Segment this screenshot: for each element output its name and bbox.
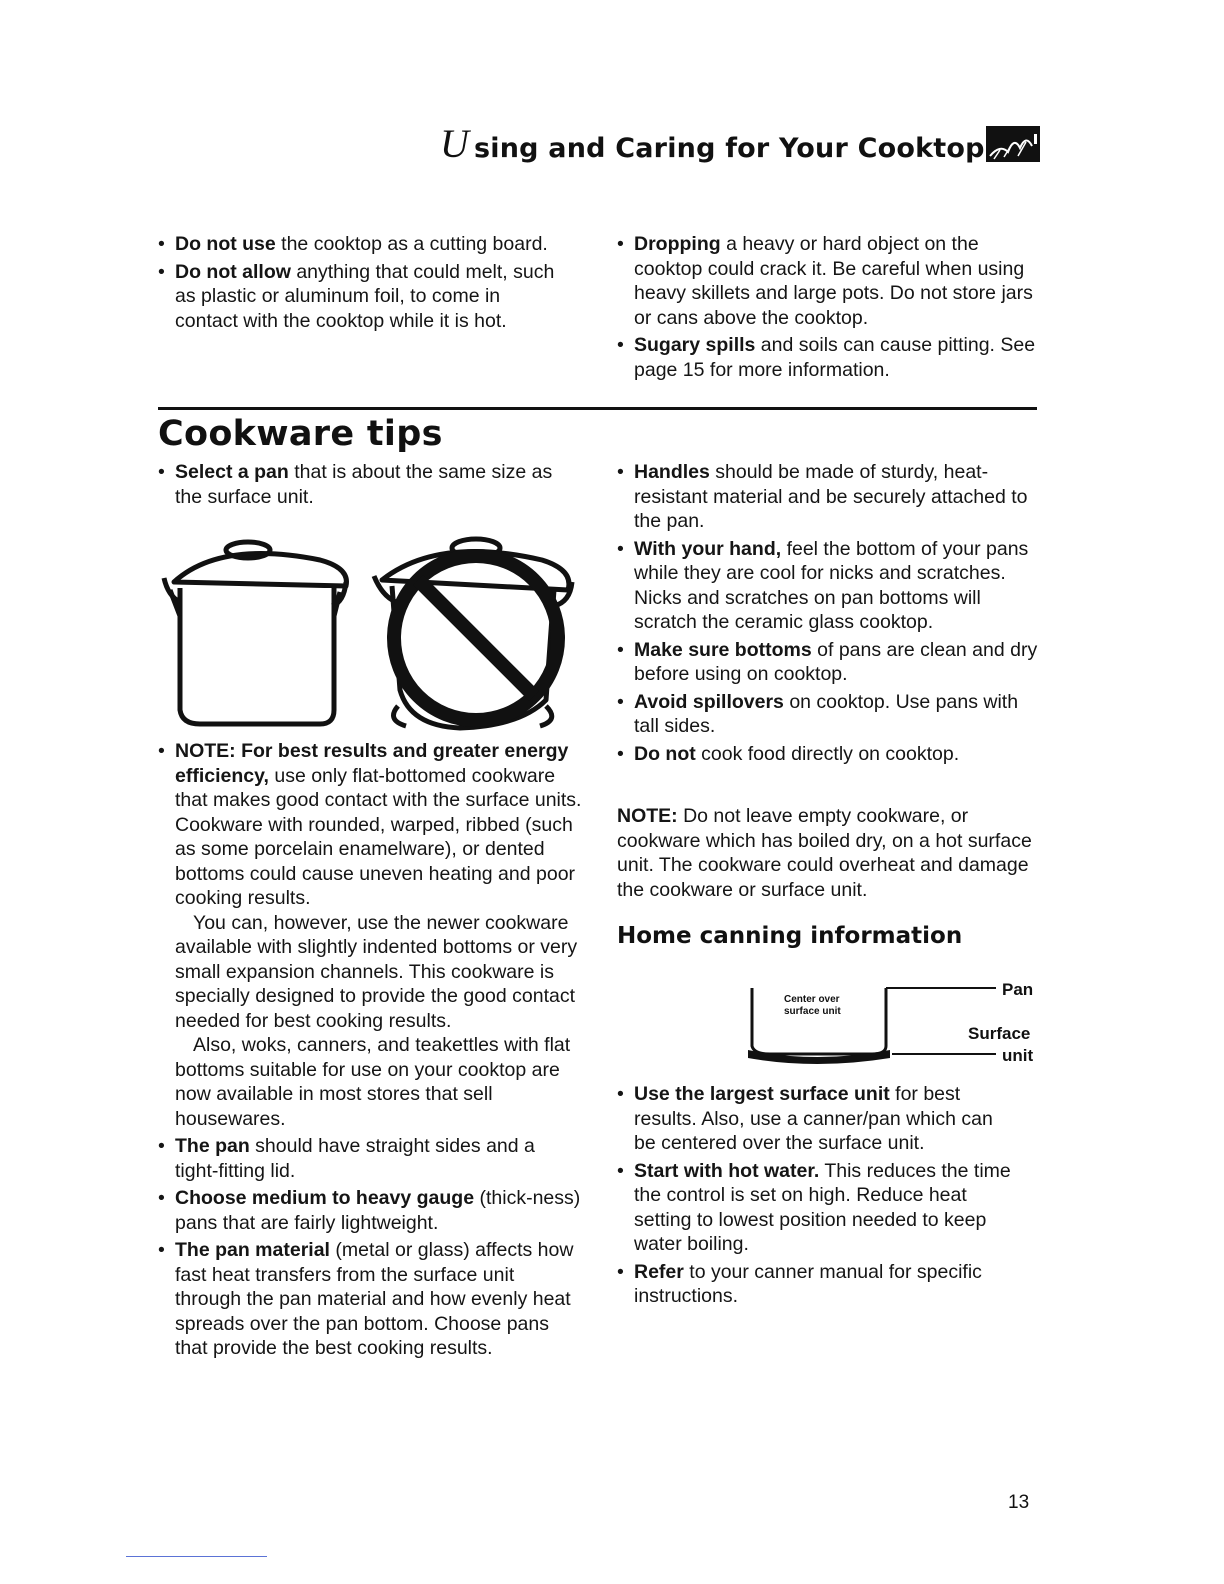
list-item: • Handles should be made of sturdy, heat-resistant material and be securely attached to the pan. xyxy=(617,460,1042,534)
page-header xyxy=(440,121,1080,176)
cookware-illustration xyxy=(160,530,580,740)
list-item: • Start with hot water. This reduces the time the control is set on high. Reduce heat setting to lowest position needed to keep water boiling. xyxy=(617,1159,1017,1257)
list-item: • Do not use the cooktop as a cutting board. xyxy=(158,232,568,257)
section-title: Cookware tips xyxy=(158,414,443,454)
right-tips-column xyxy=(617,460,1042,769)
list-item: • With your hand, feel the bottom of your pans while they are cool for nicks and scratches. Nicks and scratches on pan bottoms will scratch the ceramic glass cooktop. xyxy=(617,537,1042,635)
note-section xyxy=(158,739,583,1364)
list-item: • Do not cook food directly on cooktop. xyxy=(617,742,1042,767)
note-paragraph: Also, woks, canners, and teakettles with flat bottoms suitable for use on your cooktop are now available in most stores that sell housewares. xyxy=(175,1034,571,1130)
header-title: sing and Caring for Your Cooktop xyxy=(474,133,985,164)
cooktop-mark-icon xyxy=(986,126,1040,162)
note-paragraph: You can, however, use the newer cookware available with slightly indented bottoms or very small expansion channels. This cookware is specially designed to provide the good contact needed for best cooking results. xyxy=(175,911,578,1032)
canning-diagram xyxy=(740,978,1040,1070)
center-label: Center over xyxy=(784,994,840,1005)
center-label: surface unit xyxy=(784,1006,841,1017)
empty-cookware-note: NOTE: Do not leave empty cookware, or cookware which has boiled dry, on a hot surface unit. The cookware could overheat and damage the cookware or surface unit. xyxy=(617,805,1032,901)
list-item: • Do not allow anything that could melt, such as plastic or aluminum foil, to come in contact with the cooktop while it is hot. xyxy=(158,260,568,334)
list-item: • The pan material (metal or glass) affects how fast heat transfers from the surface unit through the pan material and how evenly heat spreads over the pan bottom. Choose pans that provide the best cooking results. xyxy=(158,1238,583,1361)
list-item: • Select a pan that is about the same size as the surface unit. xyxy=(158,460,568,509)
surface-label: unit xyxy=(1002,1046,1034,1065)
footer-rule xyxy=(126,1556,267,1557)
pan-label: Pan xyxy=(1002,980,1034,999)
select-pan-tip xyxy=(158,460,568,512)
list-item: • Avoid spillovers on cooktop. Use pans with tall sides. xyxy=(617,690,1042,739)
list-item: • Use the largest surface unit for best results. Also, use a canner/pan which can be centered over the surface unit. xyxy=(617,1082,1017,1156)
canning-tips xyxy=(617,1082,1017,1312)
list-item: • Choose medium to heavy gauge (thick-ness) pans that are fairly lightweight. xyxy=(158,1186,583,1235)
list-item: • The pan should have straight sides and a tight-fitting lid. xyxy=(158,1134,583,1183)
top-left-column xyxy=(158,232,568,336)
header-title-initial: U xyxy=(440,121,469,166)
top-right-column xyxy=(617,232,1042,385)
section-divider xyxy=(158,407,1037,410)
list-item: • Refer to your canner manual for specific instructions. xyxy=(617,1260,1017,1309)
list-item: • Dropping a heavy or hard object on the cooktop could crack it. Be careful when using heavy skillets and large pots. Do not store jars or cans above the cooktop. xyxy=(617,232,1042,330)
home-canning-heading: Home canning information xyxy=(617,923,963,949)
list-item: • Sugary spills and soils can cause pitting. See page 15 for more information. xyxy=(617,333,1042,382)
flat-pot-icon xyxy=(164,542,346,724)
surface-label: Surface xyxy=(968,1024,1031,1043)
list-item: • NOTE: For best results and greater energy efficiency, use only flat-bottomed cookware that makes good contact with the surface units. Cookware with rounded, warped, ribbed (such as some porcelain enamelware), or dented bottoms could cause uneven heating and poor cooking results. xyxy=(158,739,583,911)
list-item: • Make sure bottoms of pans are clean and dry before using on cooktop. xyxy=(617,638,1042,687)
page-number: 13 xyxy=(1008,1492,1030,1513)
